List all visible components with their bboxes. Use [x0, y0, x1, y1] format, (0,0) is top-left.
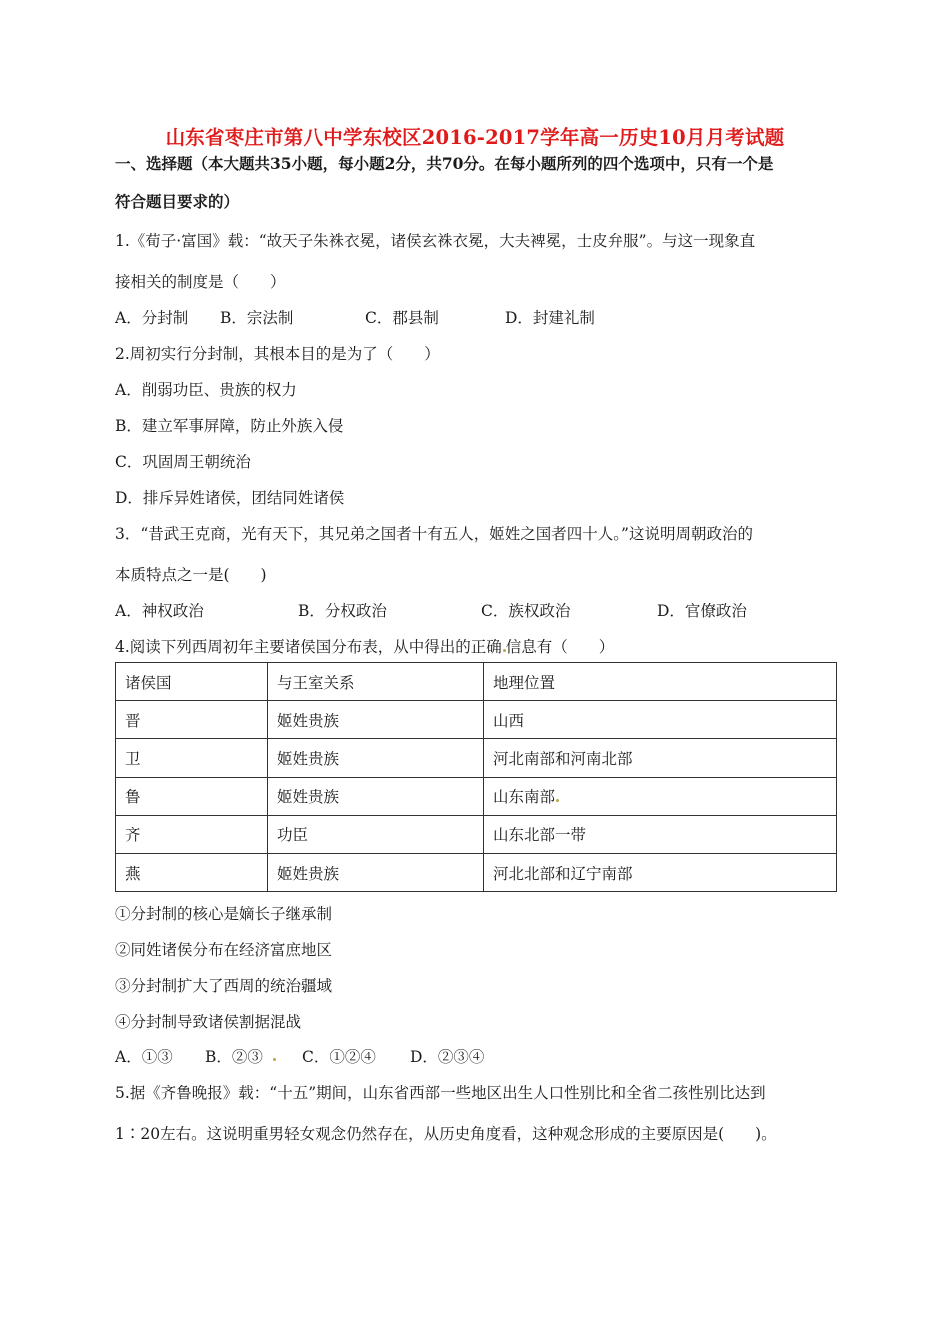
q3-stem-line2: 本质特点之一是( )	[115, 566, 267, 584]
q3-option-a: A．神权政治	[115, 602, 204, 620]
q4-statement-4: ④分封制导致诸侯割据混战	[115, 1013, 302, 1031]
q2-option-a: A．削弱功臣、贵族的权力	[115, 381, 297, 399]
q2-option-d: D．排斥异姓诸侯，团结同姓诸侯	[115, 489, 345, 507]
q4-stem-part1: 4.阅读下列西周初年主要诸侯国分布表，从中得出的正确	[115, 638, 502, 656]
table-cell: 齐	[116, 815, 268, 853]
table-cell	[484, 777, 837, 815]
q4-statement-2: ②同姓诸侯分布在经济富庶地区	[115, 941, 333, 959]
q4-statement-1: ①分封制的核心是嫡长子继承制	[115, 905, 333, 923]
speck-mark	[272, 1058, 276, 1061]
table-row	[116, 739, 837, 777]
table-row	[116, 815, 837, 853]
q1-option-c: C．郡县制	[365, 309, 439, 327]
q4-option-d: D．②③④	[410, 1048, 485, 1066]
q4-option-b: B．②③	[205, 1048, 263, 1066]
q4-stem	[115, 635, 614, 657]
table-cell: 姬姓贵族	[268, 739, 484, 777]
q3-option-b: B．分权政治	[298, 602, 387, 620]
q2-option-b: B．建立军事屏障，防止外族入侵	[115, 417, 344, 435]
table-header-row	[116, 663, 837, 701]
q4-statement-3: ③分封制扩大了西周的统治疆域	[115, 977, 333, 995]
speck-mark	[556, 799, 559, 802]
table-cell: 功臣	[268, 815, 484, 853]
section-heading-line2: 符合题目要求的）	[115, 192, 240, 211]
section-heading-line1: 一、选择题（本大题共35小题，每小题2分，共70分。在每小题所列的四个选项中，只有一个是	[115, 154, 774, 173]
table-cell: 河北南部和河南北部	[484, 739, 837, 777]
fiefdom-table	[115, 662, 837, 892]
table-header-cell: 地理位置	[484, 663, 837, 701]
table-row	[116, 701, 837, 739]
q1-option-b: B．宗法制	[220, 309, 294, 327]
table-cell: 姬姓贵族	[268, 853, 484, 891]
q4-stem-part2: 信息有（ ）	[505, 638, 615, 656]
table-header-cell: 与王室关系	[268, 663, 484, 701]
q5-stem-line2: 1∶20左右。这说明重男轻女观念仍然存在，从历史角度看，这种观念形成的主要原因是( )。	[115, 1125, 777, 1143]
table-cell-text: 山东南部	[493, 788, 556, 807]
table-cell: 姬姓贵族	[268, 701, 484, 739]
table-cell: 燕	[116, 853, 268, 891]
q1-stem-line2: 接相关的制度是（ ）	[115, 273, 286, 291]
table-cell: 山西	[484, 701, 837, 739]
q1-option-d: D．封建礼制	[505, 309, 595, 327]
table-cell: 卫	[116, 739, 268, 777]
table-header-cell: 诸侯国	[116, 663, 268, 701]
table-cell: 鲁	[116, 777, 268, 815]
q3-stem-line1: 3．“昔武王克商，光有天下，其兄弟之国者十有五人，姬姓之国者四十人。”这说明周朝政治的	[115, 525, 753, 543]
q1-option-a: A．分封制	[115, 309, 189, 327]
table-row	[116, 777, 837, 815]
q3-option-d: D．官僚政治	[657, 602, 747, 620]
table-cell: 姬姓贵族	[268, 777, 484, 815]
q2-option-c: C．巩固周王朝统治	[115, 453, 251, 471]
table-cell: 山东北部一带	[484, 815, 837, 853]
q4-option-c: C．①②④	[302, 1048, 376, 1066]
q1-stem-line1: 1.《荀子·富国》载：“故天子朱袾衣冕，诸侯玄袾衣冕，大夫裨冕，士皮弁服”。与这一现象直	[115, 232, 756, 250]
table-cell: 河北北部和辽宁南部	[484, 853, 837, 891]
q3-option-c: C．族权政治	[481, 602, 571, 620]
q2-stem: 2.周初实行分封制，其根本目的是为了（ ）	[115, 345, 440, 363]
q4-option-a: A．①③	[115, 1048, 173, 1066]
q5-stem-line1: 5.据《齐鲁晚报》载：“十五”期间，山东省西部一些地区出生人口性别比和全省二孩性别比达到	[115, 1084, 766, 1102]
table-cell: 晋	[116, 701, 268, 739]
table-row	[116, 853, 837, 891]
page-title: 山东省枣庄市第八中学东校区2016-2017学年高一历史10月月考试题	[165, 126, 785, 149]
